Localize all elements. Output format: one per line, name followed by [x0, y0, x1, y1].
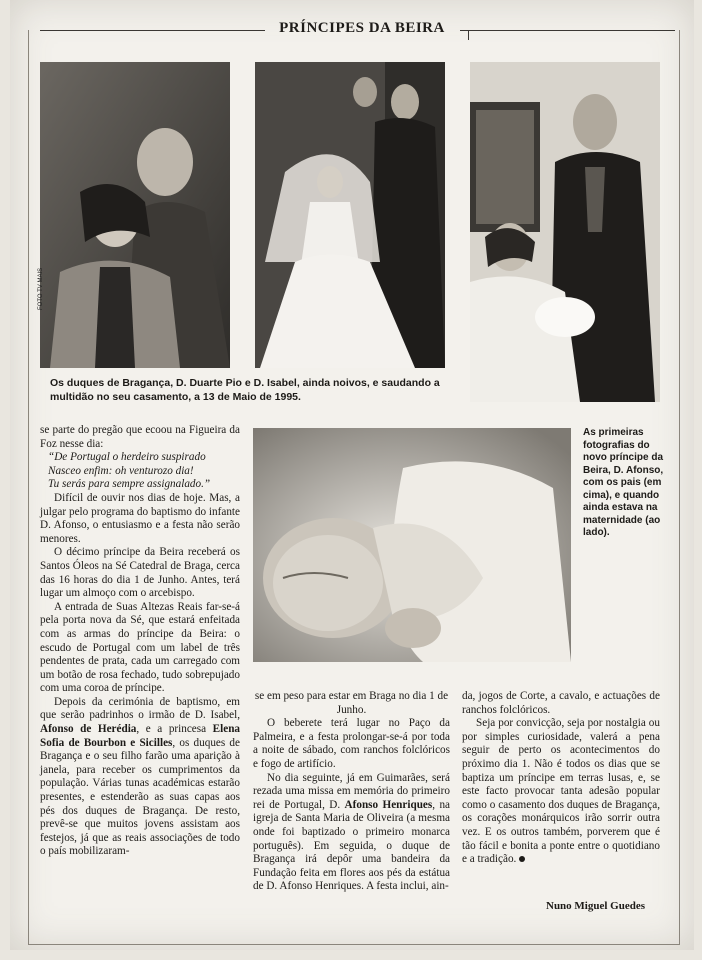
photo-couple-portrait	[40, 62, 230, 368]
page-title: PRÍNCIPES DA BEIRA	[279, 20, 445, 36]
text-run: , e a princesa	[136, 723, 213, 736]
photo-credit: FOTO TV MAIS	[38, 267, 44, 310]
header-rule-right	[460, 30, 675, 31]
paragraph	[462, 717, 660, 867]
photo-caption-side: As primeiras fotografias do novo príncipe da Beira, D. Afonso, com os pais (em cima), e quando ainda estava na maternidade (ao lado).	[583, 427, 664, 538]
frame-right	[679, 30, 680, 945]
paragraph: se parte do pregão que ecoou na Figueira da Foz nesse dia:	[40, 424, 240, 450]
paragraph: A entrada de Suas Altezas Reais far-se-á pela porta nova da Sé, que estará enfeitada com as armas do príncipe da Beira: o escudo de Portugal com um label de três pendentes de prata, cada um carregado com um botão de rosa fechado, tudo sobrepujado com uma coroa de príncipe.	[40, 600, 240, 695]
text-run: , os duques de Bragança e o seu filho farão uma aparição à janela, para receber os cumprimentos da população. Várias tunas académicas estarão presentes, e estenderão as suas capas aos pés dos duques de Bragança. De resto, prevê-se que muitos jovens assistam aos festejos, já que as reais associações de todo o país mobilizaram-	[40, 736, 240, 858]
text-run: No dia seguinte, já em Guimarães, será rezada uma missa em memória do primeiro rei de Portugal, D.	[253, 771, 450, 811]
name-bold: Elena Sofia de Bourbon e Sicilles	[40, 723, 241, 749]
photo-caption-main: Os duques de Bragança, D. Duarte Pio e D. Isabel, ainda noivos, e saudando a multidão no seu casamento, a 13 de Maio de 1995.	[50, 377, 440, 403]
frame-left	[28, 30, 29, 945]
text-run: Seja por convicção, seja por nostalgia ou por simples curiosidade, valerá a pena seguir de perto os acontecimentos do próximo dia 1. Não é todos os dias que se baptiza um príncipe em terras lusas, e, se este facto provocar tanta adesão popular como o casamento dos duques de Bragança, os corações monárquicos irão sorrir outra vez. E os outros também, porverem que é tão fácil e bonita a ponte entre o quotidiano e a tradição.	[462, 717, 660, 866]
name-bold: Afonso Henriques	[344, 798, 433, 811]
verse-line: “De Portugal o herdeiro suspirado	[48, 451, 206, 464]
header-mark	[468, 30, 469, 40]
paragraph: O beberete terá lugar no Paço da Palmeira, e a festa prolongar-se-á por toda a noite de sábado, com ranchos folclóricos e fogo de artifício.	[253, 717, 450, 770]
author-signature: Nuno Miguel Guedes	[546, 900, 646, 912]
name-bold: Afonso de Herédia	[40, 723, 137, 736]
header-rule-left	[40, 30, 265, 31]
paragraph: da, jogos de Corte, a cavalo, e actuações de ranchos folclóricos.	[462, 690, 660, 716]
text-run: , na igreja de Santa Maria de Oliveira (a mesma onde foi baptizado o primeiro monarca português). Em seguida, o duque de Bragança irá depôr uma bandeira da Fundação feita em flores aos pés da estátua de D. Afonso Henriques. A festa inclui, ain-	[253, 798, 451, 893]
paragraph	[40, 696, 240, 859]
article-column-2	[253, 690, 450, 894]
photo-wedding	[255, 62, 445, 368]
article-column-3	[462, 690, 660, 867]
paragraph	[253, 772, 450, 894]
paragraph: O décimo príncipe da Beira receberá os Santos Óleos na Sé Catedral de Braga, cerca das 16 horas do dia 1 de Junho. Antes, terá lugar um almoço com o arcebispo.	[40, 546, 240, 600]
magazine-page	[10, 0, 694, 950]
photo-sleeping-baby	[253, 428, 571, 662]
photo-parents-with-baby	[470, 62, 660, 402]
frame-bottom	[28, 944, 680, 945]
text-run: Depois da cerimónia de baptismo, em que serão padrinhos o irmão de D. Isabel,	[40, 695, 240, 722]
verse-line: Nasceo enfim: oh venturozo dia!	[48, 464, 194, 477]
verse-line: Tu serás para sempre assignalado.”	[48, 478, 211, 491]
paragraph: Difícil de ouvir nos dias de hoje. Mas, a julgar pelo programa do baptismo do infante D. Afonso, o entusiasmo e a festa não serão menores.	[40, 491, 240, 545]
end-bullet-icon	[519, 856, 525, 862]
article-column-1	[40, 424, 240, 859]
paragraph: se em peso para estar em Braga no dia 1 de Junho.	[254, 690, 449, 716]
